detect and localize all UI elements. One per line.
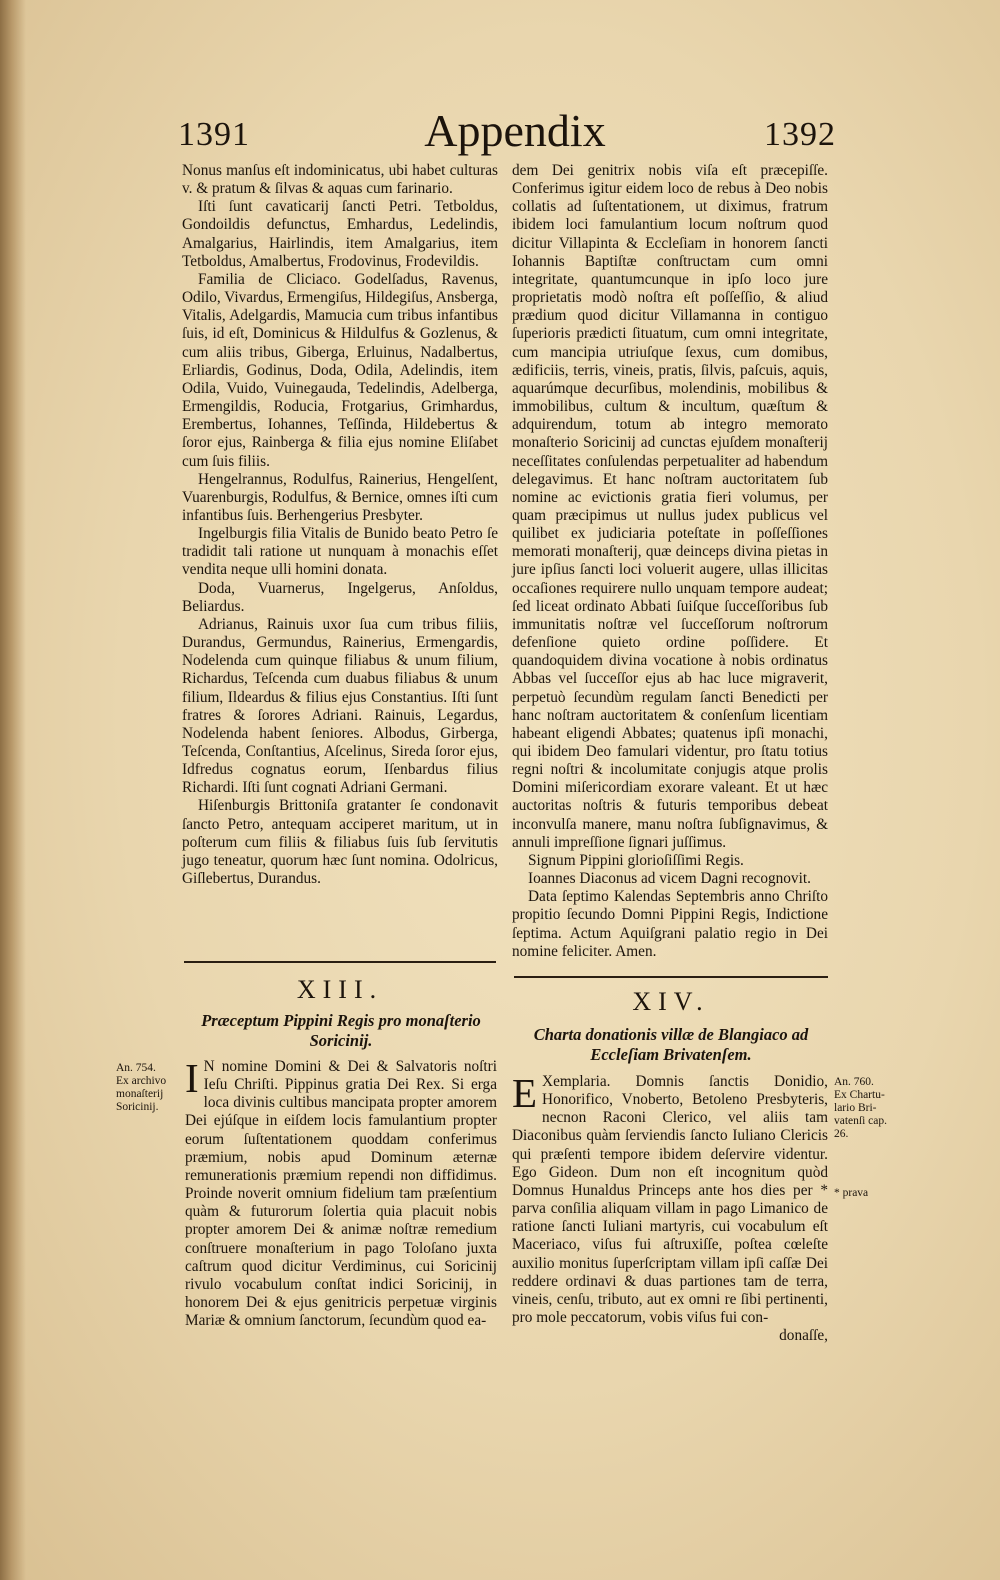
- margin-line: lario Bri-: [834, 1102, 877, 1114]
- drop-cap: I: [185, 1055, 199, 1101]
- paragraph: Ingelburgis filia Vitalis de Bunido beato Petro ſe tradidit tali ratione ut nunquam à monachis eſſet vendita neque ulli homini donata.: [182, 525, 498, 579]
- page-number-right: 1392: [764, 116, 836, 153]
- paragraph: Hiſenburgis Brittoniſa gratanter ſe condonavit ſancto Petro, antequam acciperet maritum, ut in poſterum cum filiis & filiabus ſuis ſub ſervitutis jugo teneatur, quorum hæc ſunt nomina. Odolricus, Giſlebertus, Durandus.: [182, 797, 498, 888]
- paragraph: Hengelrannus, Rodulfus, Rainerius, Hengelſent, Vuarenburgis, Rodulfus, & Bernice, omnes iſti cum infantibus ſuis. Berhengerius Presbyter.: [182, 470, 498, 524]
- paragraph: dem Dei genitrix nobis viſa eſt præcepiſſe. Conferimus igitur eidem loco de rebus à Deo nobis collatis ad ſuſtentationem, ut diximus, fratrum ibidem loci famulantium locum noſtrum quod dicitur Villapinta & Eccleſiam in honorem ſancti Iohannis Baptiſtæ conſtructam cum omni integritate, quantumcunque in ipſo loco jure proprietatis modò noſtra eſt poſſeſſio, & aliud prædium quod dicitur Villamanna in contiguo ſuperioris prædicti ſituatum, cum omni integritate, cum mancipia utriuſque ſexus, cum domibus, ædificiis, terris, vineis, pratis, ſilvis, paſcuis, aquis, aquarúmque decurſibus, molendinis, mobilibus & immobilibus, cultum & incultum, quæſtum & adquirendum, totum ab integro memorato monaſterio Soricinij ad cunctas ejuſdem monaſterij neceſſitates conſulendas perpetualiter ad habendum delegavimus. Et hanc noſtram auctoritatem ſub nomine ac evictionis gratia fieri volumus, per quam præcipimus ut nullus judex publicus vel quilibet ex judiciaria poteſtate in poſſeſſiones memorati monaſterij, quæ deinceps divina pietas in jure ipſius ſancti loci voluerit augere, ullas illicitas occaſiones requirere nullo unquam tempore audeat; ſed liceat ordinato Abbati ſuiſque ſucceſſoribus ſub immunitatis noſtræ vel ſucceſſorum noſtrorum defenſione quieto ordine poſſidere. Et quandoquidem divina vocatione à nobis ordinatus Abbas vel ſucceſſor ejus ab hac luce migraverit, perpetuò ſecundùm regulam ſancti Benedicti per hanc noſtram auctoritatem & conſenſum licentiam habeant eligendi Abbates; quatenus ipſi monachi, qui ibidem Deo famulari videntur, pro ſtatu totius regni noſtri & incolumitate conjugis atque prolis Domini miſericordiam exorare valeant. Et ut hæc auctoritas noſtris & futuris temporibus debeat inconvulſa manere, manu noſtra ſubſignavimus, & annuli impreſſione ſignari juſſimus.: [512, 162, 828, 851]
- left-column-top: [182, 162, 498, 888]
- margin-line: vatenſi cap.: [834, 1115, 888, 1127]
- page-title: Appendix: [424, 105, 606, 156]
- paragraph: Adrianus, Rainuis uxor ſua cum tribus filiis, Durandus, Germundus, Rainerius, Ermengardis, Nodelenda cum quinque filiabus & unum filium, Richardus, Teſcenda cum duabus filiabus & unum filium, Ildeardus & filius ejus Constantius. Iſti ſunt fratres & ſorores Adriani. Rainuis, Legardus, Nodelenda habent ſeniores. Albodus, Girberga, Teſcenda, Conſtantius, Aſcelinus, Sireda ſoror ejus, Idfredus cognatus eorum, Iſenbardus filius Richardi. Iſti ſunt cognati Adriani Germani.: [182, 615, 498, 797]
- margin-note-xiv: [834, 1076, 904, 1141]
- paragraph: N nomine Domini & Dei & Salvatoris noſtri Ieſu Chriſti. Pippinus gratia Dei Rex. Si erga loca divinis cultibus mancipata propter amorem Dei ejúſque in eiſdem locis famulantium propter eorum ſuſtentationem quoddam conferimus præmium, nobis apud Dominum æternæ remunerationis præmium rependi non diffidimus. Proinde noverit omnium fidelium tam præſentium quàm & futurorum ſolertia quia placuit nobis propter amorem Dei & animæ noſtræ remedium conſtruere monaſterium in pago Toloſano juxta caſtrum quod dicitur Verdiminus, cui Soricinij rivulo vocabulum conſtat indici Soricinij, in honorem Dei & ejus genitricis perpetuæ virginis Mariæ & omnium ſanctorum, ſecundùm quod ea-: [185, 1058, 497, 1330]
- section-xiv-body: [512, 1070, 828, 1345]
- margin-line: monaſterij: [116, 1088, 164, 1100]
- signature-line: Signum Pippini glorioſiſſimi Regis.: [528, 851, 744, 869]
- book-spine-shadow: [0, 0, 26, 1580]
- page-number-left: 1391: [178, 116, 250, 153]
- margin-line: 26.: [834, 1128, 849, 1140]
- paragraph: Doda, Vuarnerus, Ingelgerus, Anſoldus, Beliardus.: [182, 579, 498, 615]
- dating-clause: Data ſeptimo Kalendas Septembris anno Chriſto propitio ſecundo Domni Pippini Regis, Indictione ſeptima. Actum Aquiſgrani palatio regio in Dei nomine feliciter. Amen.: [512, 888, 828, 960]
- section-title-xiv: Charta donationis villæ de Blangiaco ad Eccleſiam Brivatenſem.: [533, 1025, 809, 1064]
- margin-line: An. 760.: [834, 1076, 874, 1088]
- section-divider-right: [514, 976, 828, 978]
- paragraph: Nonus manſus eſt indominicatus, ubi habet culturas v. & pratum & ſilvas & aquas cum farinario.: [182, 162, 498, 198]
- margin-line: Ex archivo: [116, 1075, 167, 1087]
- section-number-xiv: XIV.: [632, 987, 710, 1016]
- section-number-xiii: XIII.: [296, 975, 384, 1004]
- margin-line: Soricinij.: [116, 1101, 159, 1113]
- paragraph: Iſti ſunt cavaticarij ſancti Petri. Tetboldus, Gondoildis defunctus, Emhardus, Ledelindis, Amalgarius, Hairlindis, item Amalgarius, item Tetboldus, Amalbertus, Frodovinus, Frodevildis.: [182, 198, 498, 270]
- margin-note-xiii: [116, 1062, 184, 1114]
- running-header: [0, 104, 1000, 160]
- right-column-top: [512, 162, 828, 961]
- drop-cap: E: [512, 1070, 538, 1116]
- section-xiii-body: [185, 1055, 497, 1330]
- section-title-xiii: Præceptum Pippini Regis pro monaſterio Soricinij.: [201, 1011, 481, 1050]
- catchword: donaſſe,: [779, 1327, 828, 1345]
- paragraph: Xemplaria. Domnis ſanctis Donidio, Honorifico, Vnoberto, Betoleno Presbyteris, necnon Raconi Clerico, vel aliis tam Diaconibus quàm ſerviendis ſancto Iuliano Clericis qui præſenti tempore ibidem deſervire videntur. Ego Gideon. Dum non eſt incognitum quòd Domnus Hunaldus Princeps ante hos dies per * parva conſilia aliquam villam in pago Limanico de ratione ſancti Iuliani martyris, cui vocabulum eſt Maceriaco, viſus fui aſtruxiſſe, poſtea cœleſte auxilio monitus ſuperſcriptam villam ipſi caſſæ Dei reddere ordinavi & duas partiones tam de terra, vineis, cenſu, tributo, aut ex omni re ſibi pertinenti, pro mole peccatorum, vobis viſus fui con-: [512, 1073, 828, 1327]
- margin-line: An. 754.: [116, 1062, 156, 1074]
- margin-line: Ex Chartu-: [834, 1089, 885, 1101]
- section-divider-left: [184, 961, 496, 963]
- recognition-line: Ioannes Diaconus ad vicem Dagni recognovit.: [528, 870, 811, 888]
- margin-footnote: * prava: [834, 1187, 869, 1199]
- paragraph: Familia de Cliciaco. Godelſadus, Ravenus, Odilo, Vivardus, Ermengiſus, Hildegiſus, Ansberga, Vitalis, Adelgardis, Mamucia cum tribus infantibus ſuis, id eſt, Dominicus & Hildulfus & Gozlenus, & cum aliis tribus, Giberga, Erluinus, Nadalbertus, Erliardis, Godinus, Doda, Odila, Adelindis, item Odila, Vuido, Vuinegauda, Tedelindis, Adelberga, Ermengildis, Roducia, Frotgarius, Grimhardus, Erembertus, Iohannes, Teſſinda, Hildebertus & ſoror ejus, Rainberga & filia ejus nomine Eliſabet cum ſuis filiis.: [182, 270, 498, 470]
